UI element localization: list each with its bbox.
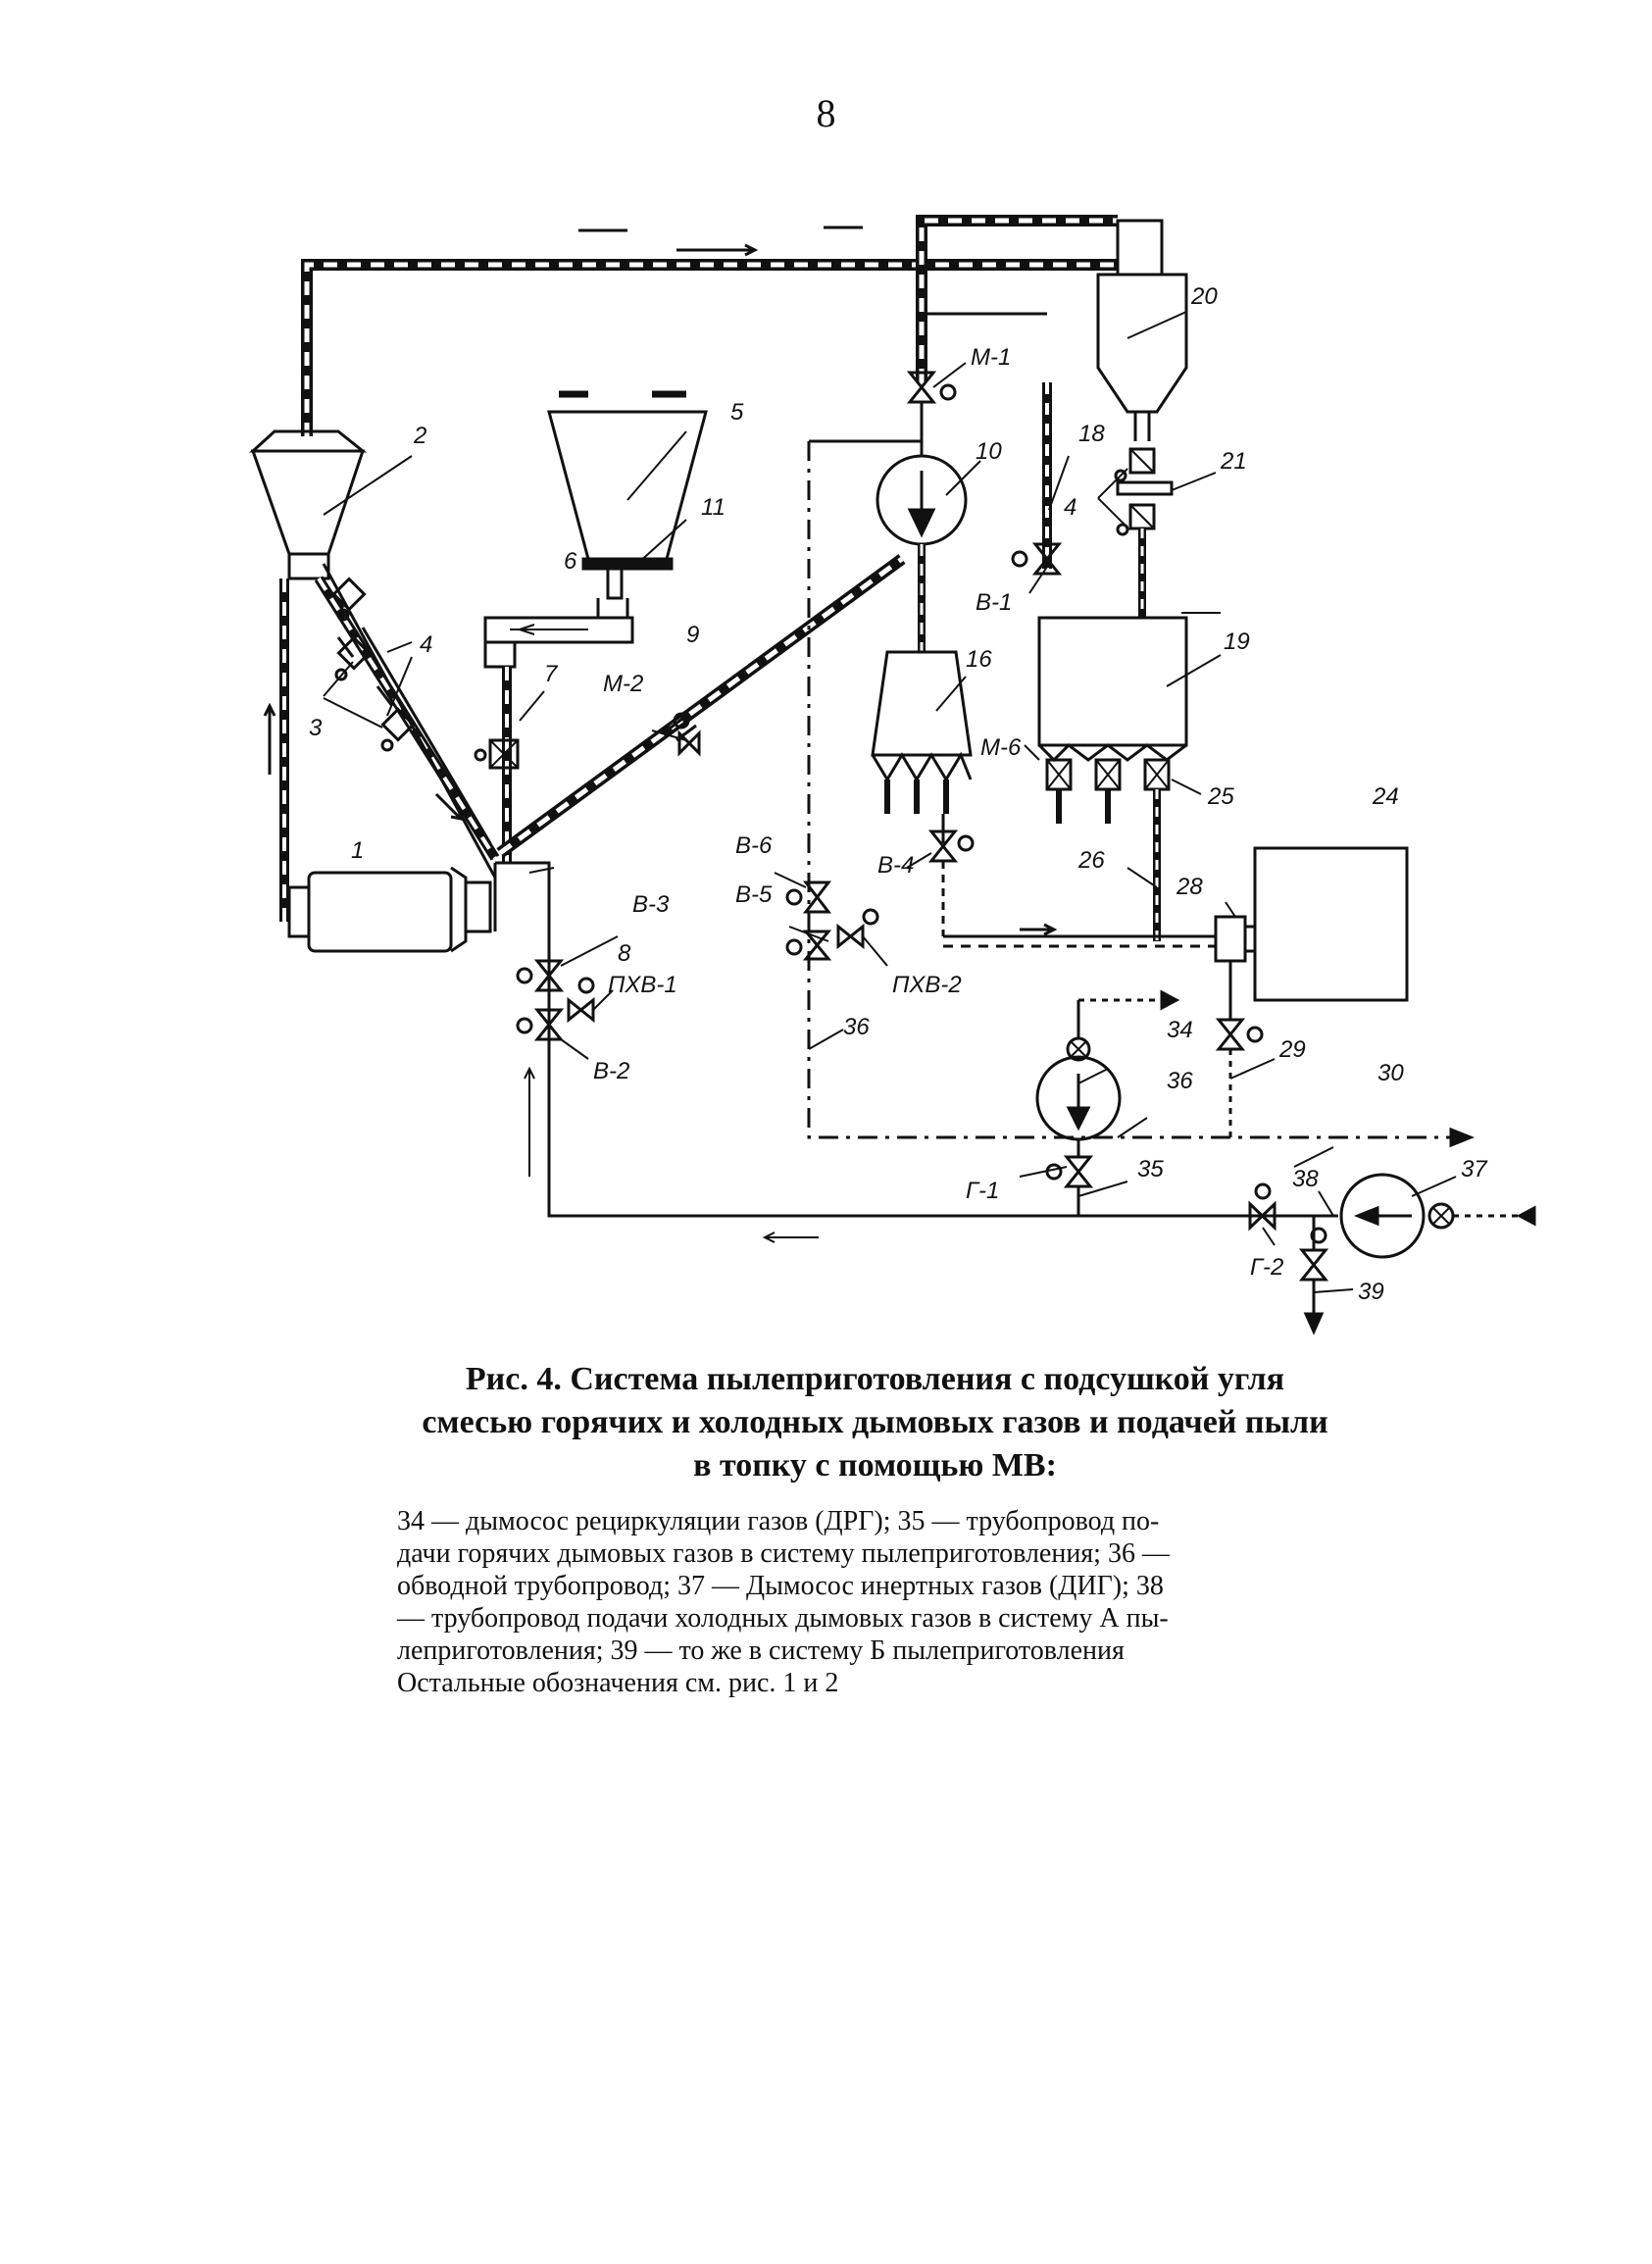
feeder-6 [485, 598, 632, 667]
label-28: 28 [1176, 874, 1203, 900]
label-21: 21 [1221, 448, 1247, 475]
label-36b: 36 [1167, 1068, 1193, 1094]
component-labels [309, 283, 1488, 1305]
flow-arrows [265, 227, 863, 819]
figure-legend [397, 1505, 1438, 1699]
label-v6: В-6 [735, 832, 773, 859]
label-v5: В-5 [735, 881, 773, 908]
label-34: 34 [1167, 1017, 1193, 1043]
dust-feeders-25 [1047, 760, 1169, 941]
label-25: 25 [1208, 783, 1234, 810]
valve-g1 [1047, 1139, 1090, 1216]
label-v2: В-2 [593, 1058, 630, 1084]
dust-hopper-19 [1039, 618, 1186, 760]
label-26: 26 [1078, 847, 1105, 874]
label-1: 1 [351, 837, 365, 864]
label-pkhv1: ПХВ-1 [608, 972, 677, 998]
label-2: 2 [414, 423, 427, 449]
pipe-39 [1302, 1216, 1326, 1332]
label-v1: В-1 [976, 589, 1013, 616]
valves-v5-v6-pkhv2 [787, 882, 877, 959]
label-37: 37 [1461, 1156, 1487, 1182]
valve-v4 [931, 831, 973, 936]
label-9: 9 [686, 622, 700, 648]
label-m2: М-2 [603, 671, 644, 697]
label-g1: Г-1 [966, 1178, 1000, 1204]
label-v3: В-3 [632, 891, 670, 918]
dust-pipe-26 [943, 925, 1216, 946]
label-36a: 36 [843, 1014, 870, 1040]
valve-29 [1219, 1020, 1262, 1137]
label-19: 19 [1224, 629, 1250, 655]
page-number: 8 [816, 91, 836, 135]
valve-g2 [1250, 1184, 1275, 1228]
label-18: 18 [1078, 421, 1105, 447]
caption-title-line: в топку с помощью МВ: [693, 1447, 1057, 1484]
label-38: 38 [1292, 1166, 1319, 1192]
label-39: 39 [1358, 1279, 1384, 1305]
label-m1: М-1 [971, 344, 1012, 371]
flap-valves-21 [1116, 449, 1172, 618]
label-4a: 4 [420, 631, 433, 658]
caption-title-line: Рис. 4. Система пылеприготовления с подсушкой угля [465, 1361, 1285, 1397]
mill-fan-10 [877, 436, 966, 652]
label-4b: 4 [1064, 494, 1077, 521]
valve-m1 [910, 373, 955, 436]
label-30: 30 [1377, 1060, 1404, 1086]
label-10: 10 [976, 438, 1002, 465]
burner-28 [1216, 917, 1255, 1020]
label-8: 8 [618, 940, 631, 967]
label-16: 16 [966, 646, 992, 673]
figure-caption-title [314, 1358, 1436, 1487]
legend-line: дачи горячих дымовых газов в систему пылеприготовления; 36 — [397, 1538, 1170, 1569]
label-5: 5 [730, 399, 744, 426]
burners-16 [873, 652, 971, 843]
boiler-24 [1255, 848, 1407, 1000]
inert-gas-fan-37 [1235, 1175, 1534, 1257]
legend-line: 34 — дымосос рециркуляции газов (ДРГ); 35 — трубопровод по- [397, 1506, 1160, 1536]
legend-line: леприготовления; 39 — то же в систему Б пылеприготовления [397, 1635, 1125, 1666]
label-20: 20 [1191, 283, 1218, 310]
caption-title-line: смесью горячих и холодных дымовых газов и подачей пыли [422, 1404, 1328, 1440]
mill-1 [289, 863, 495, 951]
label-29: 29 [1279, 1036, 1306, 1063]
dust-pipe-9 [500, 559, 902, 853]
label-g2: Г-2 [1250, 1254, 1284, 1281]
label-11: 11 [701, 494, 726, 521]
legend-line: Остальные обозначения см. рис. 1 и 2 [397, 1668, 839, 1698]
label-v4: В-4 [877, 852, 915, 879]
recirculation-fan-34 [1037, 992, 1176, 1139]
legend-line: — трубопровод подачи холодных дымовых газов в систему А пы- [397, 1603, 1169, 1634]
label-7: 7 [544, 661, 558, 687]
label-24: 24 [1373, 783, 1399, 810]
label-pkhv2: ПХВ-2 [892, 972, 962, 998]
label-3: 3 [309, 715, 323, 741]
legend-line: обводной трубопровод; 37 — Дымосос инертных газов (ДИГ); 38 [397, 1571, 1164, 1601]
separator-2 [253, 431, 363, 579]
label-6: 6 [564, 548, 577, 575]
label-35: 35 [1137, 1156, 1164, 1182]
valves-v2-v3-pkhv1 [518, 961, 593, 1039]
label-m6: М-6 [980, 734, 1022, 761]
